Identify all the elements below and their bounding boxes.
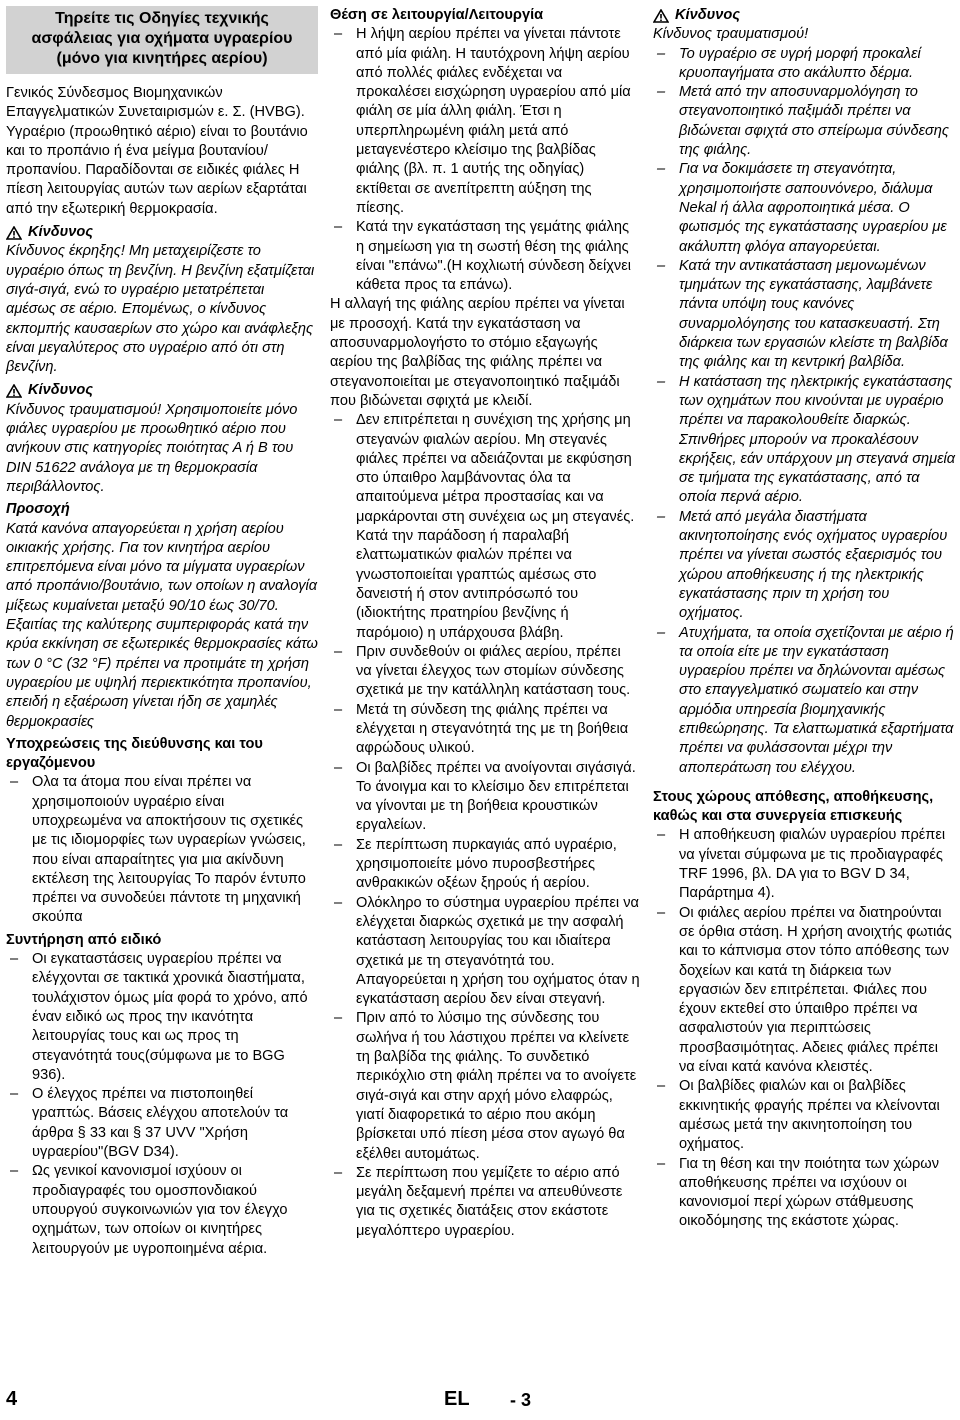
list-item: – Μετά από μεγάλα διαστήματα ακινητοποίησης ενός οχήματος υγραερίου πρέπει να γίνεται σωστός εξαερισμός του χώρου αποθήκευσης ή της ηλεκτρικής εγκατάστασης πριν τη χρήση του οχήματος.: [657, 508, 948, 622]
caution-text: Κατά κανόνα απαγορεύεται η χρήση αερίου οικιακής χρήσης. Για τον κινητήρα αερίου επιτρεπόμενα είναι μόνο τα μίγματα υγραερίων από προπάνιο/βουτάνιο, των οποίων η αναλογία μίξεως κυμαίνεται μεταξύ 90/10 έως 30/70. Εξαιτίας της καλύτερης συμπεριφοράς κατά την κρύα εκκίνηση σε εξωτερικές θερμοκρασίες κάτω των 0 °C (32 °F) πρέπει να προτιμάτε τη χρήση υγραερίου με υψηλή περιεκτικότητα προπανίου, επειδή η εξαέρωση γίνεται ήδη σε χαμηλές θερμοκρασίες: [6, 520, 318, 730]
list-item: – Η κατάσταση της ηλεκτρικής εγκατάστασης των οχημάτων που κινούνται με υγραέριο πρέπει να παρακολουθείτε διαρκώς. Σπινθήρες μπορούν να προκαλέσουν εκρήξεις, εάν υπάρχουν μη στεγανά σημεία σε τμήματα της εγκατάστασης, από τα οποία περνά αέριο.: [657, 373, 956, 506]
list-item: – Η αποθήκευση φιαλών υγραερίου πρέπει να γίνεται σύμφωνα με τις προδιαγραφές TRF 1996, βλ. DA για το BGV D 34, Παράρτημα 4).: [657, 827, 946, 902]
language-code: EL: [444, 1388, 470, 1410]
danger-subtitle: Κίνδυνος τραυματισμού!: [653, 26, 809, 43]
page-number: 4: [6, 1388, 18, 1410]
list-item: – Για τη θέση και την ποιότητα των χώρων αποθήκευσης πρέπει να ισχύουν οι κανονισμοί περί χώρων στάθμευσης οικοδόμησης της εκάστοτε χώρας.: [657, 1155, 939, 1230]
list-item: – Μετά τη σύνδεση της φιάλης πρέπει να ελέγχεται η στεγανότητά της με τη βοήθεια αφρώδους υλικού.: [334, 701, 629, 757]
warning-triangle-icon: [6, 384, 22, 398]
column-2: [330, 6, 640, 1241]
caution-heading: Προσοχή: [6, 501, 70, 518]
duties-heading: Υποχρεώσεις της διεύθυνσης και του εργαζόμενου: [6, 735, 263, 772]
list-item: – Οι βαλβίδες φιαλών και οι βαλβίδες εκκινητικής φραγής πρέπει να κλείνονται αμέσως μετά την ακινητοποίηση του οχήματος.: [657, 1078, 940, 1153]
danger-heading-1: Κίνδυνος: [6, 223, 318, 242]
storage-heading: Στους χώρους απόθεσης, αποθήκευσης, καθώς και στα συνεργεία επισκευής: [653, 788, 934, 825]
list-item: – Κατά την εγκατάσταση της γεμάτης φιάλης η σημείωση για τη σωστή θέση της φιάλης είναι "επάνω".(Η κοχλιωτή σύνδεση δείχνει κάθετα προς τα επάνω).: [334, 219, 631, 294]
operation-heading: Θέση σε λειτουργία/Λειτουργία: [330, 7, 544, 23]
list-item: – Κατά την αντικατάσταση μεμονωμένων τμημάτων της εγκατάστασης, λαμβάνετε πάντα υπόψη τους κανόνες συναρμολόγησης του κατασκευαστή. Στη διάρκεια των εργασιών κλείστε τη βαλβίδα της φιάλης και τη κεντρική βαλβίδα.: [657, 257, 948, 371]
maintenance-heading: Συντήρηση από ειδικό: [6, 931, 162, 948]
danger-text-1: Κίνδυνος έκρηξης! Μη μεταχειρίζεστε το υγραέριο όπως τη βενζίνη. Η βενζίνη εξατμίζεται σιγά-σιγά, ενώ το υγραέριο μετατρέπεται αμέσως σε αέριο. Επομένως, ο κίνδυνος εκπομπής καυσαερίων στο χώρο και ανάφλεξης είναι μεγαλύτερος στο υγραέριο από ότι στη βενζίνη.: [6, 243, 315, 376]
list-item: – Δεν επιτρέπεται η συνέχιση της χρήσης μη στεγανών φιαλών αερίου. Μη στεγανές φιάλες πρέπει να αδειάζονται με εκφύσηση στο ύπαιθρο λαμβάνοντας όλα τα απαιτούμενα μέτρα προστασίας και να μαρκάρονται στη συνέχεια ως μη στεγανές. Κατά την παράδοση ή παραλαβή ελαττωματικών φιαλών πρέπει να γνωστοποιείται γραπτώς αμέσως στο δανειστή ή στον αντιπρόσωπό του (ιδιοκτήτης πρατηρίου βενζίνης ή παρόμοιο) η υπάρχουσα βλάβη.: [334, 412, 635, 641]
operation-paragraph: Η αλλαγή της φιάλης αερίου πρέπει να γίνεται με προσοχή. Κατά την εγκατάσταση να αποσυναρμολογήστο το στόμιο εξαγωγής αερίου της βαλβίδας της φιάλης πρέπει να στεγανοποιείται με στεγανοποιητικό παξιμάδι που βιδώνεται σφιχτά με κλειδί.: [330, 296, 625, 409]
list-item: – Πριν συνδεθούν οι φιάλες αερίου, πρέπει να γίνεται έλεγχος των στομίων σύνδεσης σχετικά με την κατάλληλη κατάσταση τους.: [334, 643, 631, 699]
section-page: - 3: [510, 1390, 532, 1410]
list-item: – Ο έλεγχος πρέπει να πιστοποιηθεί γραπτώς. Βάσεις ελέγχου αποτελούν τα άρθρα § 33 και § 37 UVV "Χρήση υγραερίου"(BGV D34).: [10, 1086, 289, 1161]
warning-triangle-icon: [653, 9, 669, 23]
list-item: – Η λήψη αερίου πρέπει να γίνεται πάντοτε από μία φιάλη. Η ταυτόχρονη λήψη αερίου από πολλές φιάλες ενδέχεται να προκαλέσει εισχώρηση υγραερίου από μία φιάλη σε μία άλλη φιάλη. Έτσι η υπερπληρωμένη φιάλη μετά από μεταγενέστερο κλείσιμο της βαλβίδας φιάλης (βλ. π. 1 αυτής της οδηγίας) εκτίθεται σε ανεπίτρεπτη αύξηση της πίεσης.: [334, 26, 631, 216]
list-item: – Σε περίπτωση πυρκαγιάς από υγραέριο, χρησιμοποιείτε μόνο πυροσβεστήρες ανθρακικών οξέων ξηρούς ή αερίου.: [334, 836, 617, 892]
intro-paragraph: Γενικός Σύνδεσμος Βιομηχανικών Επαγγελματικών Συνεταιρισμών ε. Σ. (HVBG). Υγραέριο (προωθητικό αέριο) είναι το βουτάνιο και το προπάνιο ή ένα μείγμα βουτανίου/προπανίου. Παραδίδονται σε ειδικές φιάλες Η πίεση λειτουργίας αυτών των αερίων εξαρτάται από την εξωτερική θερμοκρασία.: [6, 85, 308, 217]
list-item: – Μετά από την αποσυναρμολόγηση το στεγανοποιητικό παξιμάδι πρέπει να βιδώνεται σφιχτά στο σπείρωμα σύνδεσης της φιάλης.: [657, 84, 949, 159]
page-footer: [0, 1380, 960, 1420]
list-item: – Για να δοκιμάσετε τη στεγανότητα, χρησιμοποιήστε σαπουνόνερο, διάλυμα Nekal ή άλλα αφροποιητικά μέσα. Ο φωτισμός της εγκατάστασης υγραερίου με ακάλυπτη φλόγα απαγορεύεται.: [657, 161, 947, 255]
list-item: – Σε περίπτωση που γεμίζετε το αέριο από μεγάλη δεξαμενή πρέπει να απευθύνεστε για τις σχετικές διατάξεις στον εκάστοτε μεγαλόπτερο υγραερίου.: [334, 1164, 623, 1239]
list-item: – Ατυχήματα, τα οποία σχετίζονται με αέριο ή τα οποία είτε με την εγκατάσταση υγραερίου πρέπει να δηλώνονται αμέσως στο επαγγελματικό σωματείο και στην αρμόδια υπηρεσία βιομηχανικής επιθεώρησης. Τα ελαττωματικά εξαρτήματα πρέπει να φυλάσσονται μέχρι την αποπεράτωση του ελέγχου.: [657, 624, 954, 776]
warning-triangle-icon: [6, 226, 22, 240]
list-item: – Ως γενικοί κανονισμοί ισχύουν οι προδιαγραφές του ομοσπονδιακού υπουργού συγκοινωνιών για τον έλεγχο οχημάτων, των οποίων οι κινητήρες λειτουργούν με υγροποιημένα αέρια.: [10, 1163, 288, 1257]
column-3: [653, 6, 956, 1232]
danger-heading-3: Κίνδυνος: [653, 6, 956, 25]
danger-heading-2: Κίνδυνος: [6, 381, 318, 400]
column-1: [6, 6, 318, 1259]
list-item: – Οι φιάλες αερίου πρέπει να διατηρούνται σε όρθια στάση. Η χρήση ανοιχτής φωτιάς και το κάπνισμα στον τόπο απόθεσης των δοχείων και κατά τη διάρκεια των εργασιών δεν επιτρέπεται. Φιάλες που έχουν εκτεθεί στο ύπαιθρο πρέπει να ασφαλιστούν για περιπτώσεις προσβασιμότητας. Αδειες φιάλες πρέπει να είναι κατά κανόνα κλειστές.: [657, 904, 952, 1076]
list-item: – Ολα τα άτομα που είναι πρέπει να χρησιμοποιούν υγραέριο είναι υποχρεωμένα να αποκτήσουν τις σχετικές με τις ιδιομορφίες των υγραερίων γνώσεις, που είναι απαραίτητες για μια ακίνδυνη εκτέλεση της λειτουργίας Το παρόν έντυπο πρέπει να συνοδεύει πάντοτε τη μηχανική σκούπα: [10, 774, 306, 926]
list-item: – Πριν από το λύσιμο της σύνδεσης του σωλήνα ή του λάστιχου πρέπει να κλείνετε τη βαλβίδα της φιάλης. Το συνδετικό περικόχλιο στη φιάλη πρέπει να το ανοίγετε σιγά-σιγά και στην αρχή μόνο ελαφρώς, γιατί διαφορετικά το αέριο που ακόμη βρίσκεται υπό πίεση μέσα στον αγωγό θα εξέλθει αυτομάτως.: [334, 1010, 637, 1162]
list-item: – Οι βαλβίδες πρέπει να ανοίγονται σιγάσιγά. Το άνοιγμα και το κλείσιμο δεν επιτρέπεται να γίνονται με τη βοήθεια κρουστικών εργαλείων.: [334, 759, 636, 834]
list-item: – Οι εγκαταστάσεις υγραερίου πρέπει να ελέγχονται σε τακτικά χρονικά διαστήματα, τουλάχιστον όμως μία φορά το χρόνο, από έναν ειδικό ως προς την ικανότητα λειτουργίας τους και ως προς τη στεγανότητά τους(σύμφωνα με το BGG 936).: [10, 951, 308, 1083]
safety-box-title: Τηρείτε τις Οδηγίες τεχνικής ασφάλειας για οχήματα υγραερίου (μόνο για κινητήρες αερίου): [6, 6, 318, 74]
list-item: – Το υγραέριο σε υγρή μορφή προκαλεί κρυοπαγήματα στο ακάλυπτο δέρμα.: [657, 45, 921, 81]
list-item: – Ολόκληρο το σύστημα υγραερίου πρέπει να ελέγχεται διαρκώς σχετικά με την ασφαλή κατάσταση λειτουργίας του και ιδιαίτερα σχετικά με τη στεγανότητά του. Απαγορεύεται η χρήση του οχήματος όταν η εγκατάσταση αερίου δεν είναι στεγανή.: [334, 894, 640, 1008]
danger-text-2: Κίνδυνος τραυματισμού! Χρησιμοποιείτε μόνο φιάλες υγραερίου με προωθητικό αέριο που ανήκουν στις κατηγορίες ποιότητας Α ή Β του DIN 51622 ανάλογα με τη θερμοκρασία περιβάλλοντος.: [6, 401, 298, 495]
